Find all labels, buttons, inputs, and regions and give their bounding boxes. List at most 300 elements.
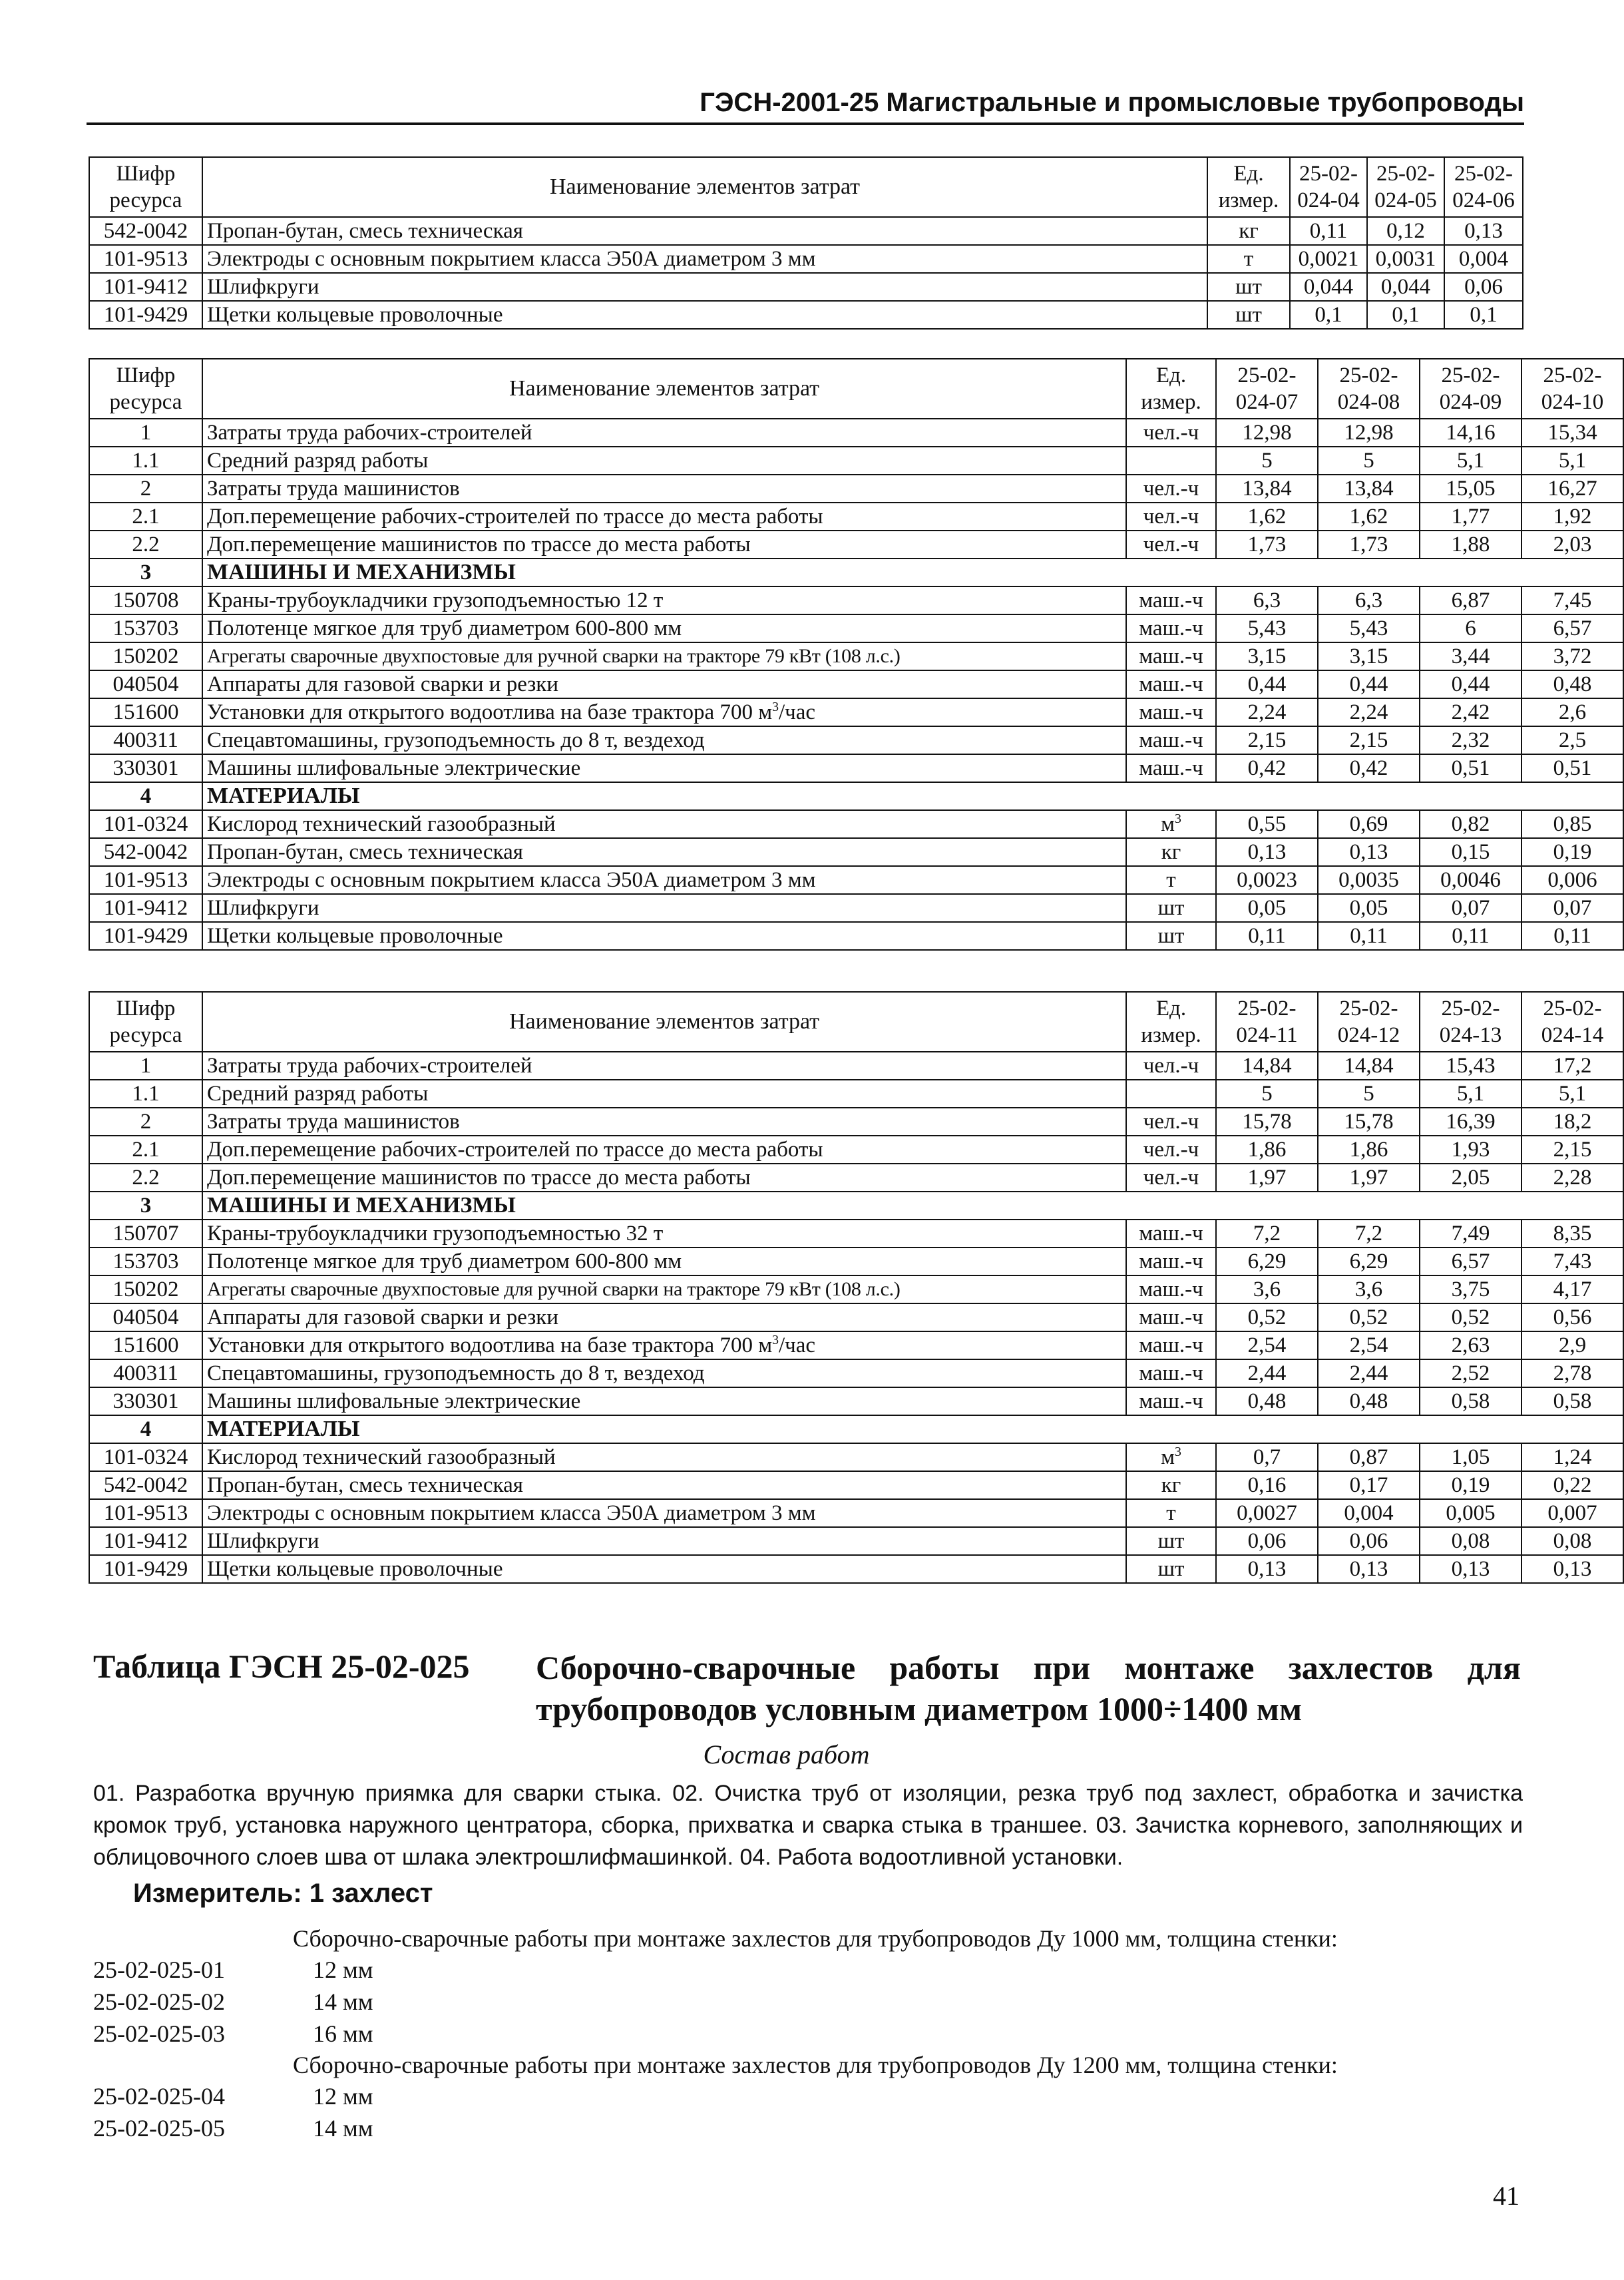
value-cell: 6,57 [1420,1248,1522,1275]
resource-code: 153703 [89,1248,202,1275]
norm-thickness: 12 мм [313,2083,373,2110]
table-row [89,447,1623,475]
resource-name-text: Средний разряд работы [207,1082,429,1106]
value-cell: 0,52 [1216,1303,1318,1331]
table-row [89,301,1523,329]
resource-name-text: Агрегаты сварочные двухпостовые для ручной сварки на тракторе 79 кВт (108 л.с.) [207,1278,901,1300]
resource-name-text: Доп.перемещение машинистов по трассе до места работы [207,533,751,557]
norm-item [93,2112,1523,2144]
resource-name [202,447,1126,475]
resource-name-text: Щетки кольцевые проволочные [207,924,503,948]
unit [1126,475,1216,503]
resource-code: 101-9513 [89,1499,202,1527]
table-row [89,245,1523,273]
section-title: МАТЕРИАЛЫ [202,1415,1623,1443]
resource-code: 101-0324 [89,810,202,838]
value-cell: 0,08 [1522,1527,1623,1555]
value-cell: 1,73 [1216,531,1318,559]
resource-name [202,642,1126,670]
unit [1126,1359,1216,1387]
value-cell: 0,07 [1420,894,1522,922]
table-row [89,503,1623,531]
value-cell: 2,5 [1522,726,1623,754]
resource-code: 2 [89,475,202,503]
table-row [89,1471,1623,1499]
value-cell: 5,43 [1216,614,1318,642]
superscript: 3 [1175,1445,1181,1459]
unit [1126,1303,1216,1331]
resource-code: 101-9412 [89,1527,202,1555]
resource-name [202,419,1126,447]
unit [1126,894,1216,922]
value-cell: 2,32 [1420,726,1522,754]
value-cell: 5 [1216,447,1318,475]
unit-text: шт [1157,1529,1185,1553]
resource-name-text: Затраты труда рабочих-строителей [207,1054,532,1078]
resource-code: 2.1 [89,1136,202,1164]
value-cell: 0,006 [1522,866,1623,894]
resource-code: 330301 [89,1387,202,1415]
table-row [89,670,1623,698]
table-row [89,698,1623,726]
value-cell: 2,44 [1318,1359,1420,1387]
unit [1126,1136,1216,1164]
resource-name-text: Кислород технический газообразный [207,812,556,836]
value-cell: 15,78 [1216,1108,1318,1136]
table-row [89,273,1523,301]
value-cell: 1,97 [1216,1164,1318,1192]
value-cell: 1,62 [1318,503,1420,531]
unit-text: шт [1157,924,1185,948]
unit-text: кг [1161,840,1181,864]
header-norm-code: 25-02-024-07 [1216,359,1318,419]
value-cell: 0,0023 [1216,866,1318,894]
resource-code: 101-9513 [89,866,202,894]
resource-code: 542-0042 [89,838,202,866]
resource-name-text: Пропан-бутан, смесь техническая [207,1473,523,1497]
value-cell: 6 [1420,614,1522,642]
value-cell: 1,86 [1216,1136,1318,1164]
value-cell: 0,16 [1216,1471,1318,1499]
resource-name-text: Доп.перемещение рабочих-строителей по трассе до места работы [207,1138,823,1162]
value-cell: 1,97 [1318,1164,1420,1192]
table-row [89,1555,1623,1583]
resource-name-text: Установки для открытого водоотлива на базе трактора 700 м [207,1333,773,1357]
value-cell: 0,82 [1420,810,1522,838]
resource-name-tail: /час [778,700,816,724]
value-cell: 15,43 [1420,1052,1522,1080]
value-cell: 0,87 [1318,1443,1420,1471]
unit [1126,754,1216,782]
resource-code: 150708 [89,586,202,614]
table-header-row [89,157,1523,217]
value-cell: 1,86 [1318,1136,1420,1164]
norm-item [93,1986,1523,2018]
unit [1126,838,1216,866]
value-cell: 1,24 [1522,1443,1623,1471]
resource-name-text: Доп.перемещение рабочих-строителей по трассе до места работы [207,505,823,529]
value-cell: 1,62 [1216,503,1318,531]
resource-code: 153703 [89,614,202,642]
table-row [89,1527,1623,1555]
header-unit: Ед. измер. [1207,157,1290,217]
value-cell: 0,52 [1420,1303,1522,1331]
unit-text: чел.-ч [1143,1110,1199,1134]
value-cell: 0,48 [1318,1387,1420,1415]
unit [1207,301,1290,329]
resource-name-text: Аппараты для газовой сварки и резки [207,672,558,696]
resource-name [202,922,1126,950]
resource-name [202,614,1126,642]
table-row [89,419,1623,447]
value-cell: 3,75 [1420,1275,1522,1303]
resource-name [202,1080,1126,1108]
resource-name-text: Затраты труда машинистов [207,1110,460,1134]
table-row [89,1499,1623,1527]
resource-code: 330301 [89,754,202,782]
unit [1126,1164,1216,1192]
value-cell: 14,16 [1420,419,1522,447]
value-cell: 2,24 [1318,698,1420,726]
value-cell: 0,55 [1216,810,1318,838]
unit-text: маш.-ч [1139,1222,1203,1246]
resource-code: 2.2 [89,1164,202,1192]
value-cell: 0,11 [1420,922,1522,950]
value-cell: 0,11 [1522,922,1623,950]
value-cell: 0,58 [1522,1387,1623,1415]
resource-name [202,866,1126,894]
header-unit: Ед. измер. [1126,992,1216,1052]
value-cell: 2,52 [1420,1359,1522,1387]
resource-name [202,754,1126,782]
value-cell: 0,1 [1367,301,1444,329]
table-row [89,1387,1623,1415]
value-cell: 1,05 [1420,1443,1522,1471]
resource-name-text: Щетки кольцевые проволочные [207,303,503,327]
value-cell: 12,98 [1216,419,1318,447]
value-cell: 7,49 [1420,1220,1522,1248]
value-cell: 15,34 [1522,419,1623,447]
header-name: Наименование элементов затрат [202,359,1126,419]
value-cell: 0,08 [1420,1527,1522,1555]
value-cell: 2,05 [1420,1164,1522,1192]
resource-code: 2.2 [89,531,202,559]
table-row [89,1052,1623,1080]
table-row [89,810,1623,838]
resource-name [202,1387,1126,1415]
unit [1126,531,1216,559]
unit [1126,1499,1216,1527]
value-cell: 2,15 [1522,1136,1623,1164]
table-row [89,1359,1623,1387]
unit-text: чел.-ч [1143,1054,1199,1078]
resource-code: 101-9429 [89,922,202,950]
resource-code: 101-0324 [89,1443,202,1471]
resource-code: 542-0042 [89,217,202,245]
resource-name-text: Спецавтомашины, грузоподъемность до 8 т, вездеход [207,1361,705,1385]
value-cell: 5,43 [1318,614,1420,642]
norm-code: 25-02-025-01 [93,1956,225,1983]
value-cell: 6,29 [1318,1248,1420,1275]
norm-groups [93,1923,1523,2144]
unit-text: кг [1239,219,1259,243]
value-cell: 0,51 [1522,754,1623,782]
value-cell: 5,1 [1420,1080,1522,1108]
resource-name [202,503,1126,531]
resource-name [202,1331,1126,1359]
works-title: Состав работ [703,1739,870,1769]
value-cell: 2,54 [1318,1331,1420,1359]
unit-text: м [1161,812,1175,836]
value-cell: 6,57 [1522,614,1623,642]
meter-label: Измеритель: 1 захлест [133,1879,433,1908]
resource-name [202,838,1126,866]
value-cell: 2,03 [1522,531,1623,559]
resource-name-text: Шлифкруги [207,1529,319,1553]
value-cell: 2,15 [1216,726,1318,754]
unit [1126,503,1216,531]
value-cell: 2,6 [1522,698,1623,726]
table-row [89,922,1623,950]
header-norm-code: 25-02-024-11 [1216,992,1318,1052]
value-cell: 17,2 [1522,1052,1623,1080]
value-cell: 15,05 [1420,475,1522,503]
value-cell: 0,0035 [1318,866,1420,894]
unit-text: маш.-ч [1139,644,1203,668]
value-cell: 0,48 [1522,670,1623,698]
value-cell: 2,42 [1420,698,1522,726]
value-cell: 1,77 [1420,503,1522,531]
group-description: Сборочно-сварочные работы при монтаже захлестов для трубопроводов Ду 1000 мм, толщина стенки: [293,1925,1338,1952]
table-row [89,726,1623,754]
value-cell: 0,15 [1420,838,1522,866]
resource-name-text: Шлифкруги [207,275,319,299]
unit-text: шт [1235,275,1262,299]
running-header: ГЭСН-2001-25 Магистральные и промысловые трубопроводы [87,85,1524,125]
value-cell: 2,63 [1420,1331,1522,1359]
resource-name [202,1471,1126,1499]
header-norm-code: 25-02-024-12 [1318,992,1420,1052]
value-cell: 1,92 [1522,503,1623,531]
value-cell: 0,19 [1522,838,1623,866]
resource-code: 542-0042 [89,1471,202,1499]
value-cell: 0,004 [1318,1499,1420,1527]
value-cell: 5,1 [1522,447,1623,475]
header-code: Шифр ресурса [89,992,202,1052]
resource-table-1 [89,156,1523,330]
unit [1126,726,1216,754]
value-cell: 0,005 [1420,1499,1522,1527]
unit-text: маш.-ч [1139,1277,1203,1301]
value-cell: 0,11 [1216,922,1318,950]
value-cell: 0,004 [1444,245,1523,273]
unit-text: чел.-ч [1143,1166,1199,1190]
norm-code: 25-02-025-03 [93,2020,225,2047]
header-norm-code: 25-02-024-05 [1367,157,1444,217]
value-cell: 7,2 [1318,1220,1420,1248]
unit-text: чел.-ч [1143,1138,1199,1162]
value-cell: 12,98 [1318,419,1420,447]
value-cell: 6,3 [1318,586,1420,614]
resource-name [202,586,1126,614]
table-row [89,754,1623,782]
resource-name [202,301,1207,329]
unit-text: маш.-ч [1139,616,1203,640]
unit [1207,217,1290,245]
resource-name-text: Пропан-бутан, смесь техническая [207,219,523,243]
works-description: 01. Разработка вручную приямка для сварки стыка. 02. Очистка труб от изоляции, резка труб под захлест, обработка и зачистка кромок труб, установка наружного центратора, сборка, прихватка и сварка стыка в траншее. 03. Зачистка корневого, заполняющих и облицовочного слоев шва от шлака электрошлифмашинкой. 04. Работа водоотливной установки. [93,1781,1523,1870]
header-name: Наименование элементов затрат [202,992,1126,1052]
value-cell: 3,15 [1216,642,1318,670]
value-cell: 0,1 [1290,301,1367,329]
value-cell: 0,13 [1318,1555,1420,1583]
value-cell: 16,39 [1420,1108,1522,1136]
value-cell: 0,0027 [1216,1499,1318,1527]
table-row [89,531,1623,559]
resource-name-text: Электроды с основным покрытием класса Э50А диаметром 3 мм [207,1501,816,1525]
resource-name [202,475,1126,503]
unit-text: кг [1161,1473,1181,1497]
resource-name [202,810,1126,838]
value-cell: 0,05 [1318,894,1420,922]
resource-name [202,1136,1126,1164]
norm-code: 25-02-025-02 [93,1988,225,2015]
norm-thickness: 14 мм [313,2115,373,2142]
resource-name [202,1248,1126,1275]
resource-name-text: Электроды с основным покрытием класса Э50А диаметром 3 мм [207,868,816,892]
unit [1126,447,1216,475]
value-cell: 0,1 [1444,301,1523,329]
table-label: Таблица ГЭСН 25-02-025 [93,1648,470,1685]
table-row [89,475,1623,503]
value-cell: 6,3 [1216,586,1318,614]
resource-name [202,1303,1126,1331]
table-row [89,586,1623,614]
table-row [89,866,1623,894]
header-norm-code: 25-02-024-08 [1318,359,1420,419]
value-cell: 0,044 [1290,273,1367,301]
unit-text: шт [1235,303,1262,327]
table-row [89,614,1623,642]
resource-table-2 [89,358,1624,951]
unit [1126,1471,1216,1499]
value-cell: 2,54 [1216,1331,1318,1359]
value-cell: 0,13 [1444,217,1523,245]
value-cell: 14,84 [1216,1052,1318,1080]
value-cell: 0,06 [1216,1527,1318,1555]
norm-thickness: 12 мм [313,1956,373,1983]
resource-name [202,698,1126,726]
resource-code: 2 [89,1108,202,1136]
resource-code: 400311 [89,726,202,754]
header-unit: Ед. измер. [1126,359,1216,419]
unit-text: м [1161,1445,1175,1469]
table-row [89,1275,1623,1303]
value-cell: 0,06 [1318,1527,1420,1555]
header-name: Наименование элементов затрат [202,157,1207,217]
unit-text: маш.-ч [1139,1389,1203,1413]
value-cell: 1,93 [1420,1136,1522,1164]
norm-item [93,2018,1523,2050]
norm-item [93,2080,1523,2112]
value-cell: 1,88 [1420,531,1522,559]
resource-code: 400311 [89,1359,202,1387]
value-cell: 14,84 [1318,1052,1420,1080]
resource-name [202,1108,1126,1136]
resource-name-text: Полотенце мягкое для труб диаметром 600-800 мм [207,1250,682,1273]
value-cell: 3,72 [1522,642,1623,670]
unit-text: маш.-ч [1139,672,1203,696]
unit [1207,273,1290,301]
superscript: 3 [772,700,779,714]
value-cell: 2,28 [1522,1164,1623,1192]
resource-code: 101-9513 [89,245,202,273]
resource-name [202,273,1207,301]
value-cell: 0,05 [1216,894,1318,922]
resource-code: 101-9412 [89,273,202,301]
value-cell: 0,17 [1318,1471,1420,1499]
unit-text: маш.-ч [1139,756,1203,780]
section-row [89,1415,1623,1443]
resource-name [202,1275,1126,1303]
resource-name [202,1443,1126,1471]
unit [1126,698,1216,726]
header-norm-code: 25-02-024-13 [1420,992,1522,1052]
value-cell: 3,6 [1216,1275,1318,1303]
resource-name-tail: /час [778,1333,816,1357]
resource-code: 150707 [89,1220,202,1248]
unit [1126,1555,1216,1583]
unit-text: маш.-ч [1139,1250,1203,1273]
value-cell: 15,78 [1318,1108,1420,1136]
norm-thickness: 16 мм [313,2020,373,2047]
unit-text: т [1166,868,1176,892]
resource-code: 040504 [89,1303,202,1331]
unit [1126,866,1216,894]
value-cell: 0,44 [1318,670,1420,698]
unit [1126,670,1216,698]
value-cell: 7,2 [1216,1220,1318,1248]
value-cell: 0,0021 [1290,245,1367,273]
unit [1126,1108,1216,1136]
value-cell: 6,87 [1420,586,1522,614]
resource-code: 101-9412 [89,894,202,922]
resource-name [202,1527,1126,1555]
resource-name-text: Щетки кольцевые проволочные [207,1557,503,1581]
value-cell: 0,42 [1318,754,1420,782]
unit-text: т [1166,1501,1176,1525]
value-cell: 1,73 [1318,531,1420,559]
unit-text: чел.-ч [1143,533,1199,557]
resource-name [202,245,1207,273]
value-cell: 0,044 [1367,273,1444,301]
value-cell: 0,51 [1420,754,1522,782]
value-cell: 0,48 [1216,1387,1318,1415]
value-cell: 0,11 [1318,922,1420,950]
norm-item [93,1954,1523,1986]
value-cell: 0,13 [1522,1555,1623,1583]
table-row [89,1108,1623,1136]
unit [1126,1331,1216,1359]
table-row [89,217,1523,245]
resource-name-text: Машины шлифовальные электрические [207,756,581,780]
resource-name-text: Шлифкруги [207,896,319,920]
norm-code: 25-02-025-04 [93,2083,225,2110]
value-cell: 0,07 [1522,894,1623,922]
resource-code: 101-9429 [89,301,202,329]
section-title: МАШИНЫ И МЕХАНИЗМЫ [202,559,1623,586]
resource-name-text: Аппараты для газовой сварки и резки [207,1305,558,1329]
